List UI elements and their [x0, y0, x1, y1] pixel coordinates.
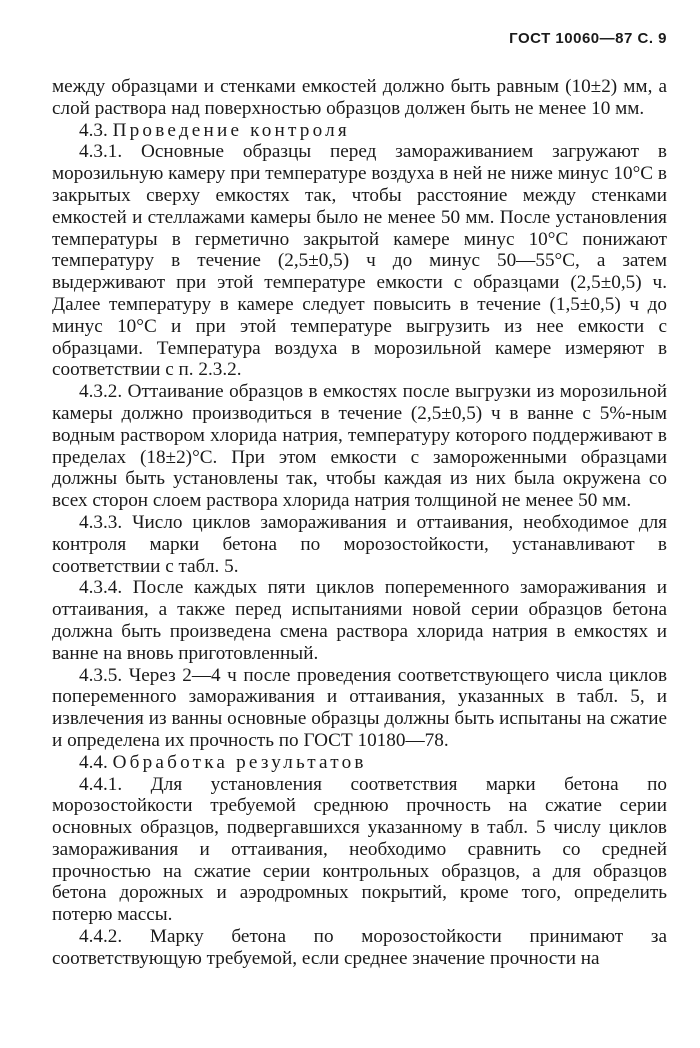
section-title: Обработка результатов	[112, 751, 367, 773]
paragraph-continuation: между образцами и стенками емкостей должно быть равным (10±2) мм, а слой раствора над поверхностью образцов должен быть не менее 10 мм.	[52, 76, 667, 119]
document-page	[52, 30, 667, 1030]
paragraph-4-3-5: 4.3.5. Через 2—4 ч после проведения соответствующего числа циклов попеременного замораживания и оттаивания, указанных в табл. 5, и извлечения из ванны основные образцы должны быть испытаны на сжатие и определена их прочность по ГОСТ 10180—78.	[52, 664, 667, 751]
paragraph-4-3-1: 4.3.1. Основные образцы перед замораживанием загружают в морозильную камеру при температуре воздуха в ней не ниже минус 10°С в закрытых сверху емкостях так, чтобы расстояние между стенками емкостей и стеллажами камеры было не менее 50 мм. После установления температуры в герметично закрытой камере минус 10°С понижают температуру в течение (2,5±0,5) ч до минус 50—55°С, а затем выдерживают при этой температуре емкости с образцами (2,5±0,5) ч. Далее температуру в камере следует повысить в течение (1,5±0,5) ч до минус 10°С и при этой температуре выгрузить из нее емкости с образцами. Температура воздуха в морозильной камере измеряют в соответствии с п. 2.3.2.	[52, 141, 667, 381]
paragraph-4-4-2: 4.4.2. Марку бетона по морозостойкости принимают за соответствующую требуемой, если среднее значение прочности на	[52, 926, 667, 969]
paragraph-4-3-3: 4.3.3. Число циклов замораживания и оттаивания, необходимое для контроля марки бетона по морозостойкости, устанавливают в соответствии с табл. 5.	[52, 511, 667, 577]
section-title: Проведение контроля	[112, 119, 350, 141]
section-number: 4.3.	[79, 119, 108, 141]
section-heading-4-3	[52, 120, 667, 142]
document-body	[52, 76, 667, 970]
page-header: ГОСТ 10060—87 С. 9	[509, 30, 667, 47]
paragraph-4-3-4: 4.3.4. После каждых пяти циклов попеременного замораживания и оттаивания, а также перед испытаниями новой серии образцов бетона должна быть произведена смена раствора хлорида натрия в емкостях и ванне на вновь приготовленный.	[52, 577, 667, 664]
paragraph-4-3-2: 4.3.2. Оттаивание образцов в емкостях после выгрузки из морозильной камеры должно производиться в течение (2,5±0,5) ч в ванне с 5%-ным водным раствором хлорида натрия, температуру которого поддерживают в пределах (18±2)°С. При этом емкости с замороженными образцами должны быть установлены так, чтобы каждая из них была окружена со всех сторон слоем раствора хлорида натрия толщиной не менее 50 мм.	[52, 381, 667, 512]
section-number: 4.4.	[79, 751, 108, 773]
paragraph-4-4-1: 4.4.1. Для установления соответствия марки бетона по морозостойкости требуемой среднюю прочность на сжатие серии основных образцов, подвергавшихся указанному в табл. 5 числу циклов замораживания и оттаивания, необходимо сравнить со средней прочностью на сжатие серии контрольных образцов, а для образцов бетона дорожных и аэродромных покрытий, кроме того, определить потерю массы.	[52, 773, 667, 926]
section-heading-4-4	[52, 752, 667, 774]
